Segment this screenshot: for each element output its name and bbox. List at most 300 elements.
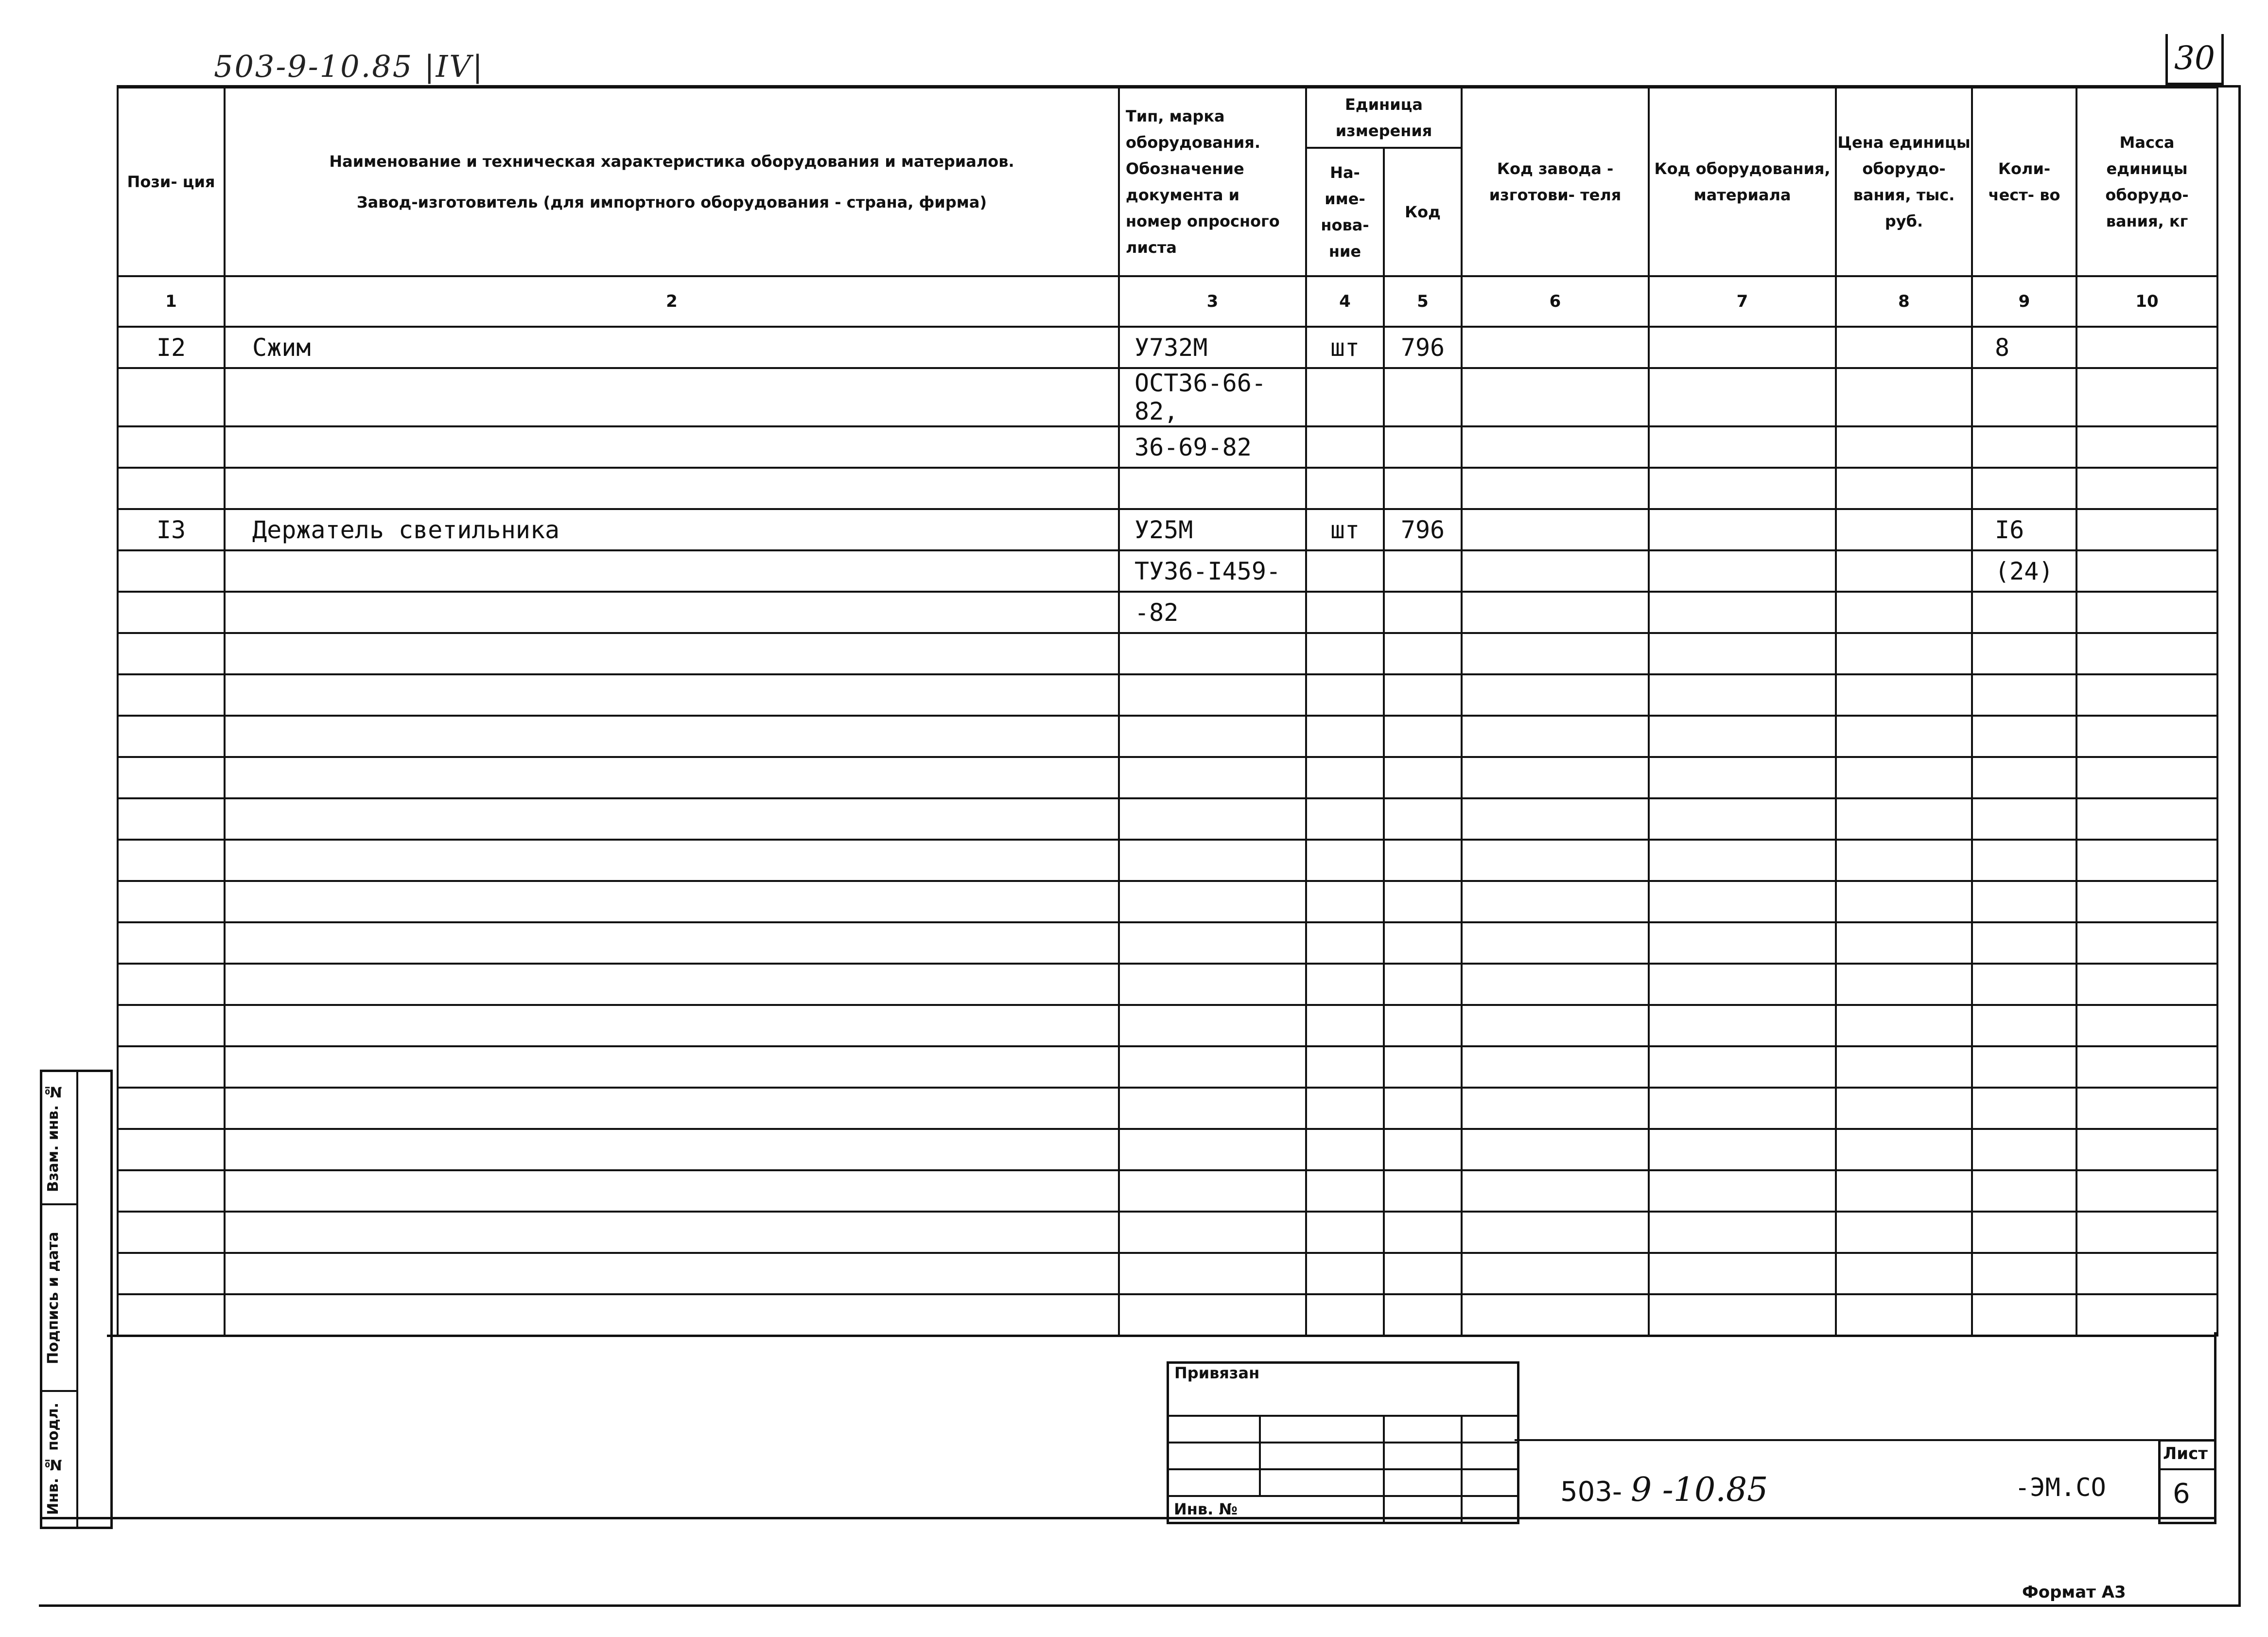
- header-type: Тип, марка оборудования. Обозначение документа и номер опросного листа: [1119, 88, 1306, 276]
- cell-unit-code: [1384, 881, 1462, 922]
- cell-unit-code: [1384, 757, 1462, 798]
- cell-factory-code: [1462, 757, 1649, 798]
- cell-price: [1836, 426, 1972, 468]
- cell-name: [225, 468, 1119, 509]
- cell-unit-name: [1306, 368, 1384, 426]
- cell-mass: [2076, 327, 2217, 368]
- cell-price: [1836, 509, 1972, 550]
- cell-mass: [2076, 1212, 2217, 1253]
- cell-unit-code: [1384, 592, 1462, 633]
- header-unit-code: Код: [1384, 148, 1462, 276]
- cell-unit-name: шт: [1306, 509, 1384, 550]
- cell-type: [1119, 757, 1306, 798]
- cell-unit-code: [1384, 716, 1462, 757]
- cell-unit-name: [1306, 1253, 1384, 1294]
- cell-mass: [2076, 1046, 2217, 1088]
- cell-price: [1836, 1294, 1972, 1336]
- cell-type: [1119, 674, 1306, 716]
- cell-equipment-code: [1649, 757, 1836, 798]
- cell-factory-code: [1462, 716, 1649, 757]
- cell-type: [1119, 1294, 1306, 1336]
- column-number: 2: [225, 276, 1119, 327]
- column-number: 6: [1462, 276, 1649, 327]
- cell-type: [1119, 468, 1306, 509]
- cell-equipment-code: [1649, 1129, 1836, 1170]
- cell-price: [1836, 1129, 1972, 1170]
- header-price: Цена единицы оборудо- вания, тыс. руб.: [1836, 88, 1972, 276]
- header-name-line2: Завод-изготовитель (для импортного оборудования - страна, фирма): [356, 193, 987, 211]
- cell-unit-code: [1384, 1046, 1462, 1088]
- cell-position: [118, 922, 225, 964]
- cell-position: [118, 1253, 225, 1294]
- cell-quantity: I6: [1972, 509, 2076, 550]
- cell-name: [225, 674, 1119, 716]
- cell-type: [1119, 716, 1306, 757]
- cell-mass: [2076, 426, 2217, 468]
- cell-name: [225, 1253, 1119, 1294]
- header-number-row: [118, 276, 2217, 327]
- cell-unit-code: [1384, 798, 1462, 840]
- cell-factory-code: [1462, 922, 1649, 964]
- cell-position: [118, 426, 225, 468]
- cell-equipment-code: [1649, 509, 1836, 550]
- cell-equipment-code: [1649, 327, 1836, 368]
- cell-name: [225, 881, 1119, 922]
- cell-factory-code: [1462, 1170, 1649, 1212]
- cell-type: [1119, 1005, 1306, 1046]
- cell-price: [1836, 798, 1972, 840]
- cell-unit-name: [1306, 1294, 1384, 1336]
- cell-name: Держатель светильника: [225, 509, 1119, 550]
- table-row: [118, 798, 2217, 840]
- cell-type: [1119, 1170, 1306, 1212]
- cell-unit-code: [1384, 1005, 1462, 1046]
- stamp-line: [1383, 1415, 1385, 1522]
- cell-unit-code: [1384, 468, 1462, 509]
- cell-type: [1119, 1088, 1306, 1129]
- cell-name: [225, 798, 1119, 840]
- sheet-index: 6: [2173, 1478, 2190, 1510]
- cell-mass: [2076, 1170, 2217, 1212]
- cell-equipment-code: [1649, 633, 1836, 674]
- cell-position: [118, 1088, 225, 1129]
- cell-quantity: [1972, 840, 2076, 881]
- table-row: [118, 550, 2217, 592]
- header-equipment-code: Код оборудования, материала: [1649, 88, 1836, 276]
- table-row: [118, 674, 2217, 716]
- cell-position: [118, 881, 225, 922]
- cell-unit-name: [1306, 1005, 1384, 1046]
- cell-unit-name: [1306, 798, 1384, 840]
- cell-mass: [2076, 509, 2217, 550]
- cell-unit-code: [1384, 1129, 1462, 1170]
- cell-type: [1119, 840, 1306, 881]
- document-code-handwritten: 9 -10.85: [1630, 1471, 1768, 1509]
- cell-quantity: [1972, 368, 2076, 426]
- cell-name: [225, 368, 1119, 426]
- cell-equipment-code: [1649, 426, 1836, 468]
- cell-unit-name: [1306, 468, 1384, 509]
- cell-mass: [2076, 550, 2217, 592]
- cell-price: [1836, 1046, 1972, 1088]
- cell-type: 36-69-82: [1119, 426, 1306, 468]
- cell-mass: [2076, 633, 2217, 674]
- cell-factory-code: [1462, 1088, 1649, 1129]
- table-row: [118, 922, 2217, 964]
- cell-name: [225, 922, 1119, 964]
- cell-unit-code: [1384, 1088, 1462, 1129]
- cell-position: I3: [118, 509, 225, 550]
- cell-equipment-code: [1649, 674, 1836, 716]
- cell-unit-name: [1306, 1129, 1384, 1170]
- cell-position: [118, 550, 225, 592]
- cell-unit-code: [1384, 964, 1462, 1005]
- cell-position: [118, 1005, 225, 1046]
- cell-mass: [2076, 1129, 2217, 1170]
- table-row: [118, 1129, 2217, 1170]
- cell-quantity: [1972, 1294, 2076, 1336]
- header-factory-code: Код завода - изготови- теля: [1462, 88, 1649, 276]
- header-quantity: Коли- чест- во: [1972, 88, 2076, 276]
- table-row: [118, 1170, 2217, 1212]
- document-code-prefix: 503-: [1560, 1476, 1622, 1508]
- header-name: [225, 88, 1119, 276]
- cell-factory-code: [1462, 1294, 1649, 1336]
- cell-quantity: [1972, 1046, 2076, 1088]
- cell-mass: [2076, 922, 2217, 964]
- cell-position: [118, 368, 225, 426]
- stamp-line: [1259, 1415, 1261, 1495]
- table-row: [118, 468, 2217, 509]
- cell-position: [118, 1170, 225, 1212]
- cell-quantity: [1972, 716, 2076, 757]
- cell-type: [1119, 881, 1306, 922]
- stamp-line: [1169, 1415, 1517, 1417]
- cell-price: [1836, 550, 1972, 592]
- cell-unit-name: шт: [1306, 327, 1384, 368]
- column-number: 7: [1649, 276, 1836, 327]
- cell-quantity: [1972, 1129, 2076, 1170]
- cell-quantity: 8: [1972, 327, 2076, 368]
- cell-type: У732М: [1119, 327, 1306, 368]
- cell-factory-code: [1462, 1212, 1649, 1253]
- cell-unit-code: [1384, 633, 1462, 674]
- cell-type: [1119, 1212, 1306, 1253]
- cell-name: [225, 426, 1119, 468]
- cell-price: [1836, 922, 1972, 964]
- format-label: Формат А3: [2022, 1583, 2126, 1602]
- cell-equipment-code: [1649, 1005, 1836, 1046]
- cell-unit-name: [1306, 840, 1384, 881]
- cell-factory-code: [1462, 798, 1649, 840]
- cell-type: [1119, 922, 1306, 964]
- cell-equipment-code: [1649, 922, 1836, 964]
- table-row: [118, 757, 2217, 798]
- table-row: [118, 327, 2217, 368]
- cell-equipment-code: [1649, 716, 1836, 757]
- cell-quantity: [1972, 881, 2076, 922]
- cell-position: [118, 964, 225, 1005]
- side-label-original-inventory: Инв. № подл.: [45, 1402, 62, 1515]
- table-row: [118, 1005, 2217, 1046]
- cell-factory-code: [1462, 368, 1649, 426]
- form-bottom-line: [40, 1517, 2216, 1519]
- cell-type: ТУ36-I459-: [1119, 550, 1306, 592]
- header-unit-name: На- име- нова- ние: [1306, 148, 1384, 276]
- cell-name: [225, 1088, 1119, 1129]
- cell-mass: [2076, 1005, 2217, 1046]
- cell-mass: [2076, 592, 2217, 633]
- cell-equipment-code: [1649, 1212, 1836, 1253]
- cell-mass: [2076, 1253, 2217, 1294]
- document-code: [1560, 1471, 1768, 1509]
- cell-equipment-code: [1649, 550, 1836, 592]
- cell-position: [118, 1212, 225, 1253]
- table-row: [118, 426, 2217, 468]
- cell-type: ОСТ36-66-82,: [1119, 368, 1306, 426]
- cell-name: Сжим: [225, 327, 1119, 368]
- cell-quantity: [1972, 426, 2076, 468]
- cell-price: [1836, 881, 1972, 922]
- side-approval-stamp: [40, 1070, 113, 1529]
- cell-equipment-code: [1649, 1170, 1836, 1212]
- cell-unit-name: [1306, 674, 1384, 716]
- stamp-line: [1461, 1415, 1463, 1522]
- table-row: [118, 964, 2217, 1005]
- cell-unit-name: [1306, 550, 1384, 592]
- cell-equipment-code: [1649, 1088, 1836, 1129]
- cell-price: [1836, 468, 1972, 509]
- side-label-replacement: Взам. инв. №: [45, 1083, 62, 1193]
- cell-position: [118, 468, 225, 509]
- cell-mass: [2076, 716, 2217, 757]
- cell-factory-code: [1462, 1253, 1649, 1294]
- cell-unit-code: [1384, 1212, 1462, 1253]
- cell-quantity: [1972, 468, 2076, 509]
- cell-type: [1119, 1046, 1306, 1088]
- stamp-line: [1169, 1468, 1517, 1470]
- cell-factory-code: [1462, 1005, 1649, 1046]
- column-number: 9: [1972, 276, 2076, 327]
- cell-factory-code: [1462, 592, 1649, 633]
- table-row: [118, 881, 2217, 922]
- cell-equipment-code: [1649, 881, 1836, 922]
- table-row: [118, 509, 2217, 550]
- cell-unit-name: [1306, 1088, 1384, 1129]
- cell-unit-code: [1384, 368, 1462, 426]
- cell-mass: [2076, 368, 2217, 426]
- cell-name: [225, 633, 1119, 674]
- cell-type: [1119, 1129, 1306, 1170]
- cell-type: [1119, 633, 1306, 674]
- cell-name: [225, 716, 1119, 757]
- cell-unit-name: [1306, 922, 1384, 964]
- table-row: [118, 592, 2217, 633]
- cell-name: [225, 1046, 1119, 1088]
- column-number: 4: [1306, 276, 1384, 327]
- cell-mass: [2076, 964, 2217, 1005]
- cell-price: [1836, 964, 1972, 1005]
- cell-price: [1836, 592, 1972, 633]
- cell-factory-code: [1462, 964, 1649, 1005]
- table-row: [118, 368, 2217, 426]
- cell-unit-code: [1384, 550, 1462, 592]
- side-stamp-divider: [76, 1072, 78, 1527]
- cell-name: [225, 757, 1119, 798]
- cell-unit-name: [1306, 757, 1384, 798]
- cell-mass: [2076, 840, 2217, 881]
- cell-unit-name: [1306, 1046, 1384, 1088]
- cell-unit-name: [1306, 633, 1384, 674]
- column-number: 8: [1836, 276, 1972, 327]
- cell-quantity: [1972, 922, 2076, 964]
- column-number: 1: [118, 276, 225, 327]
- cell-factory-code: [1462, 509, 1649, 550]
- cell-unit-name: [1306, 964, 1384, 1005]
- cell-quantity: [1972, 674, 2076, 716]
- side-label-signature: Подпись и дата: [45, 1232, 62, 1365]
- cell-mass: [2076, 798, 2217, 840]
- cell-equipment-code: [1649, 1294, 1836, 1336]
- stamp-line: [1169, 1442, 1517, 1443]
- cell-name: [225, 1212, 1119, 1253]
- cell-unit-name: [1306, 881, 1384, 922]
- cell-price: [1836, 633, 1972, 674]
- specification-table: [117, 87, 2218, 1337]
- cell-equipment-code: [1649, 840, 1836, 881]
- table-row: [118, 716, 2217, 757]
- cell-equipment-code: [1649, 1046, 1836, 1088]
- cell-unit-code: 796: [1384, 509, 1462, 550]
- cell-position: [118, 1294, 225, 1336]
- cell-quantity: [1972, 1170, 2076, 1212]
- cell-price: [1836, 674, 1972, 716]
- cell-unit-code: [1384, 922, 1462, 964]
- cell-position: [118, 840, 225, 881]
- column-number: 3: [1119, 276, 1306, 327]
- header-position: Пози- ция: [118, 88, 225, 276]
- cell-name: [225, 592, 1119, 633]
- cell-price: [1836, 1170, 1972, 1212]
- cell-position: [118, 716, 225, 757]
- stamp-title: Привязан: [1174, 1364, 1260, 1382]
- sheet-number: 30: [2165, 34, 2224, 85]
- stamp-line: [1169, 1495, 1517, 1497]
- cell-price: [1836, 840, 1972, 881]
- frame-bottom-line: [39, 1604, 2241, 1607]
- frame-right-line: [2238, 85, 2241, 1607]
- cell-unit-code: [1384, 1170, 1462, 1212]
- cell-factory-code: [1462, 881, 1649, 922]
- code-block-line: [1515, 1439, 2216, 1441]
- stamp-inventory-label: Инв. №: [1174, 1500, 1238, 1518]
- cell-price: [1836, 1253, 1972, 1294]
- cell-unit-code: [1384, 840, 1462, 881]
- cell-unit-name: [1306, 1170, 1384, 1212]
- cell-name: [225, 1129, 1119, 1170]
- table-row: [118, 633, 2217, 674]
- cell-equipment-code: [1649, 368, 1836, 426]
- cell-factory-code: [1462, 1129, 1649, 1170]
- column-number: 10: [2076, 276, 2217, 327]
- header-unit-group: Единица измерения: [1306, 88, 1462, 148]
- cell-factory-code: [1462, 633, 1649, 674]
- cell-factory-code: [1462, 327, 1649, 368]
- table-row: [118, 1294, 2217, 1336]
- cell-type: [1119, 964, 1306, 1005]
- sheet-box-line: [2161, 1468, 2214, 1470]
- cell-price: [1836, 1212, 1972, 1253]
- cell-price: [1836, 327, 1972, 368]
- cell-quantity: [1972, 798, 2076, 840]
- cell-equipment-code: [1649, 964, 1836, 1005]
- cell-type: -82: [1119, 592, 1306, 633]
- cell-factory-code: [1462, 468, 1649, 509]
- cell-equipment-code: [1649, 1253, 1836, 1294]
- document-reference-handwritten: 503-9-10.85 |IV|: [214, 49, 484, 84]
- cell-quantity: [1972, 964, 2076, 1005]
- table-row: [118, 1046, 2217, 1088]
- cell-quantity: [1972, 1212, 2076, 1253]
- cell-price: [1836, 1088, 1972, 1129]
- cell-type: [1119, 1253, 1306, 1294]
- cell-price: [1836, 368, 1972, 426]
- cell-mass: [2076, 468, 2217, 509]
- cell-mass: [2076, 1088, 2217, 1129]
- cell-name: [225, 964, 1119, 1005]
- cell-quantity: (24): [1972, 550, 2076, 592]
- cell-quantity: [1972, 633, 2076, 674]
- cell-equipment-code: [1649, 468, 1836, 509]
- cell-factory-code: [1462, 550, 1649, 592]
- header-name-line1: Наименование и техническая характеристика оборудования и материалов.: [329, 152, 1014, 171]
- cell-name: [225, 1294, 1119, 1336]
- cell-unit-name: [1306, 716, 1384, 757]
- cell-name: [225, 1005, 1119, 1046]
- table-row: [118, 1253, 2217, 1294]
- document-code-suffix: -ЭМ.СО: [2015, 1473, 2106, 1502]
- cell-equipment-code: [1649, 798, 1836, 840]
- cell-position: [118, 1046, 225, 1088]
- cell-position: [118, 592, 225, 633]
- cell-position: [118, 1129, 225, 1170]
- cell-factory-code: [1462, 674, 1649, 716]
- sheet-label: Лист: [2163, 1444, 2208, 1463]
- cell-mass: [2076, 674, 2217, 716]
- cell-unit-code: [1384, 1253, 1462, 1294]
- cell-unit-name: [1306, 426, 1384, 468]
- binding-stamp: [1167, 1361, 1519, 1524]
- cell-quantity: [1972, 1088, 2076, 1129]
- cell-mass: [2076, 757, 2217, 798]
- cell-name: [225, 1170, 1119, 1212]
- column-number: 5: [1384, 276, 1462, 327]
- table-row: [118, 840, 2217, 881]
- cell-position: [118, 633, 225, 674]
- cell-price: [1836, 716, 1972, 757]
- cell-unit-code: [1384, 426, 1462, 468]
- cell-price: [1836, 757, 1972, 798]
- cell-mass: [2076, 1294, 2217, 1336]
- header-mass: Масса единицы оборудо- вания, кг: [2076, 88, 2217, 276]
- cell-position: I2: [118, 327, 225, 368]
- cell-position: [118, 674, 225, 716]
- cell-unit-code: 796: [1384, 327, 1462, 368]
- cell-type: У25М: [1119, 509, 1306, 550]
- cell-name: [225, 840, 1119, 881]
- table-row: [118, 1212, 2217, 1253]
- cell-unit-name: [1306, 1212, 1384, 1253]
